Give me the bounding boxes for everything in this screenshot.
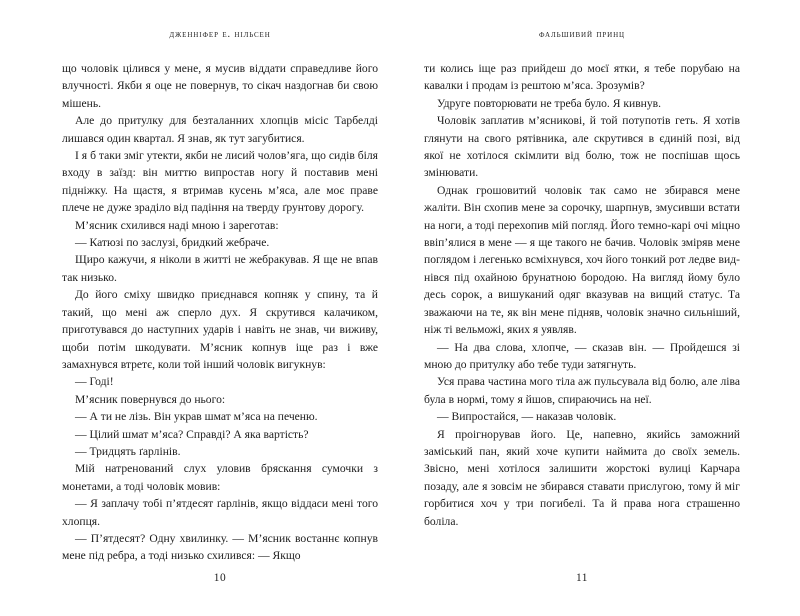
paragraph: — П’ятдесят? Одну хвилинку. — М’ясник востаннє копнув мене під ребра, а тоді низько схилився: — Якщо [62, 531, 378, 563]
paragraph: Удруге повторювати не треба було. Я кивнув. [437, 96, 662, 110]
paragraph: Щиро кажучи, я ніколи в житті не жебракував. Я ще не впав так низько. [62, 253, 378, 284]
paragraph: — Тридцять ґарлінів. [75, 444, 181, 458]
paragraph: — Годі! [75, 375, 114, 389]
paragraph: Уся права частина мого тіла аж пульсувала від болю, але ліва була в нормі, тому я йшов, спираючись на неї. [424, 375, 740, 406]
paragraph: До його сміху швидко приєднався копняк у спину, та й такий, що мені аж сперло дух. Я скрутився калачиком, приготувався до наступних ударів і навіть не знав, чи виживу, щоби потім шкодувати. М’ясник копнув іще раз і вже замахнувся втретє, коли той інший чоловік вигукнув: [62, 288, 378, 371]
paragraph: — Цілий шмат м’яса? Справді? А яка вартість? [75, 427, 309, 441]
paragraph: — Катюзі по заслузі, бридкий жебраче. [75, 236, 270, 250]
page-number-left: 10 [213, 572, 227, 584]
paragraph: Мій натренований слух уловив бряскання сумочки з монетами, а тоді чоловік мовив: [62, 462, 378, 493]
running-head-title: фальшивий принц [539, 29, 625, 40]
paragraph: — Я заплачу тобі п’ятдесят ґарлінів, якщо віддаси мені того хлопця. [62, 497, 378, 528]
page-left-textblock [62, 60, 378, 565]
paragraph: — А ти не лізь. Він украв шмат м’яса на печеню. [75, 410, 318, 424]
page-right-textblock [424, 60, 740, 530]
paragraph: Однак грошовитий чоловік так само не збирався мене жаліти. Він схопив мене за сорочку, шарпнув, змусивши встати на ноги, а тоді перехопив мій погляд. Його темно-карі очі міцно ввіп’ялися в мене — я ще такого не бачив. Чоловік зміряв мене поглядом і легенько всміхнувся, хоч його тонкий рот ледве виднівся під охайною брунатною бородою. На вигляд йому було десь сорок, а вишуканий одяг вказував на вищий статус. Та зважаючи на те, як він мене підняв, чоловік значно сильніший, ніж ті вельможі, яких я уявляв. [424, 183, 740, 337]
paragraph: Чоловік заплатив м’ясникові, й той потупотів геть. Я хотів глянути на свого рятівника, але скрутився в єдиній позі, від якої не хотілося скімлити від болю, тож не поспішав щось змінювати. [424, 114, 740, 180]
paragraph: М’ясник повернувся до нього: [75, 392, 226, 406]
paragraph: І я б таки зміг утекти, якби не лисий чолов’яга, що сидів біля входу в заїзд: він миттю випростав ногу й поставив мені підніжку. На щастя, я втримав кусень м’яса, але моє праве плече не дуже зраділо від падіння на тверду ґрунтову дорогу. [62, 149, 378, 215]
page-number-right: 11 [576, 572, 588, 584]
paragraph: Я проігнорував його. Це, напевно, якийсь заможний заміський пан, який хоче купити наймита до своїх земель. Звісно, мені хотілося залишити жорстокі вулиці Карчара позаду, але я зовсім не збирався ставати прислугою, тому й міг горбитися хоч у три погибелі. Та й права нога страшенно боліла. [424, 427, 740, 528]
paragraph: — На два слова, хлопче, — сказав він. — Пройдешся зі мною до притулку або тебе туди затягнуть. [424, 340, 740, 371]
paragraph: — Випростайся, — наказав чоловік. [437, 410, 617, 424]
paragraph: М’ясник схилився наді мною і зареготав: [75, 218, 279, 232]
paragraph: що чоловік цілився у мене, я мусив віддати справедливе його влучності. Якби я оце не повернув, то сікач наздогнав би свою мішень. [62, 62, 378, 110]
paragraph: ти колись іще раз прийдеш до моєї ятки, я тебе порубаю на кавалки і продам із рештою м’яса. Зрозумів? [424, 62, 740, 93]
paragraph: Але до притулку для безталанних хлопців місіс Тарбелді лишався один квартал. Я знав, як тут загубитися. [62, 114, 378, 145]
page-right [400, 0, 800, 616]
running-head-author: дженніфер е. нільсен [169, 29, 271, 40]
